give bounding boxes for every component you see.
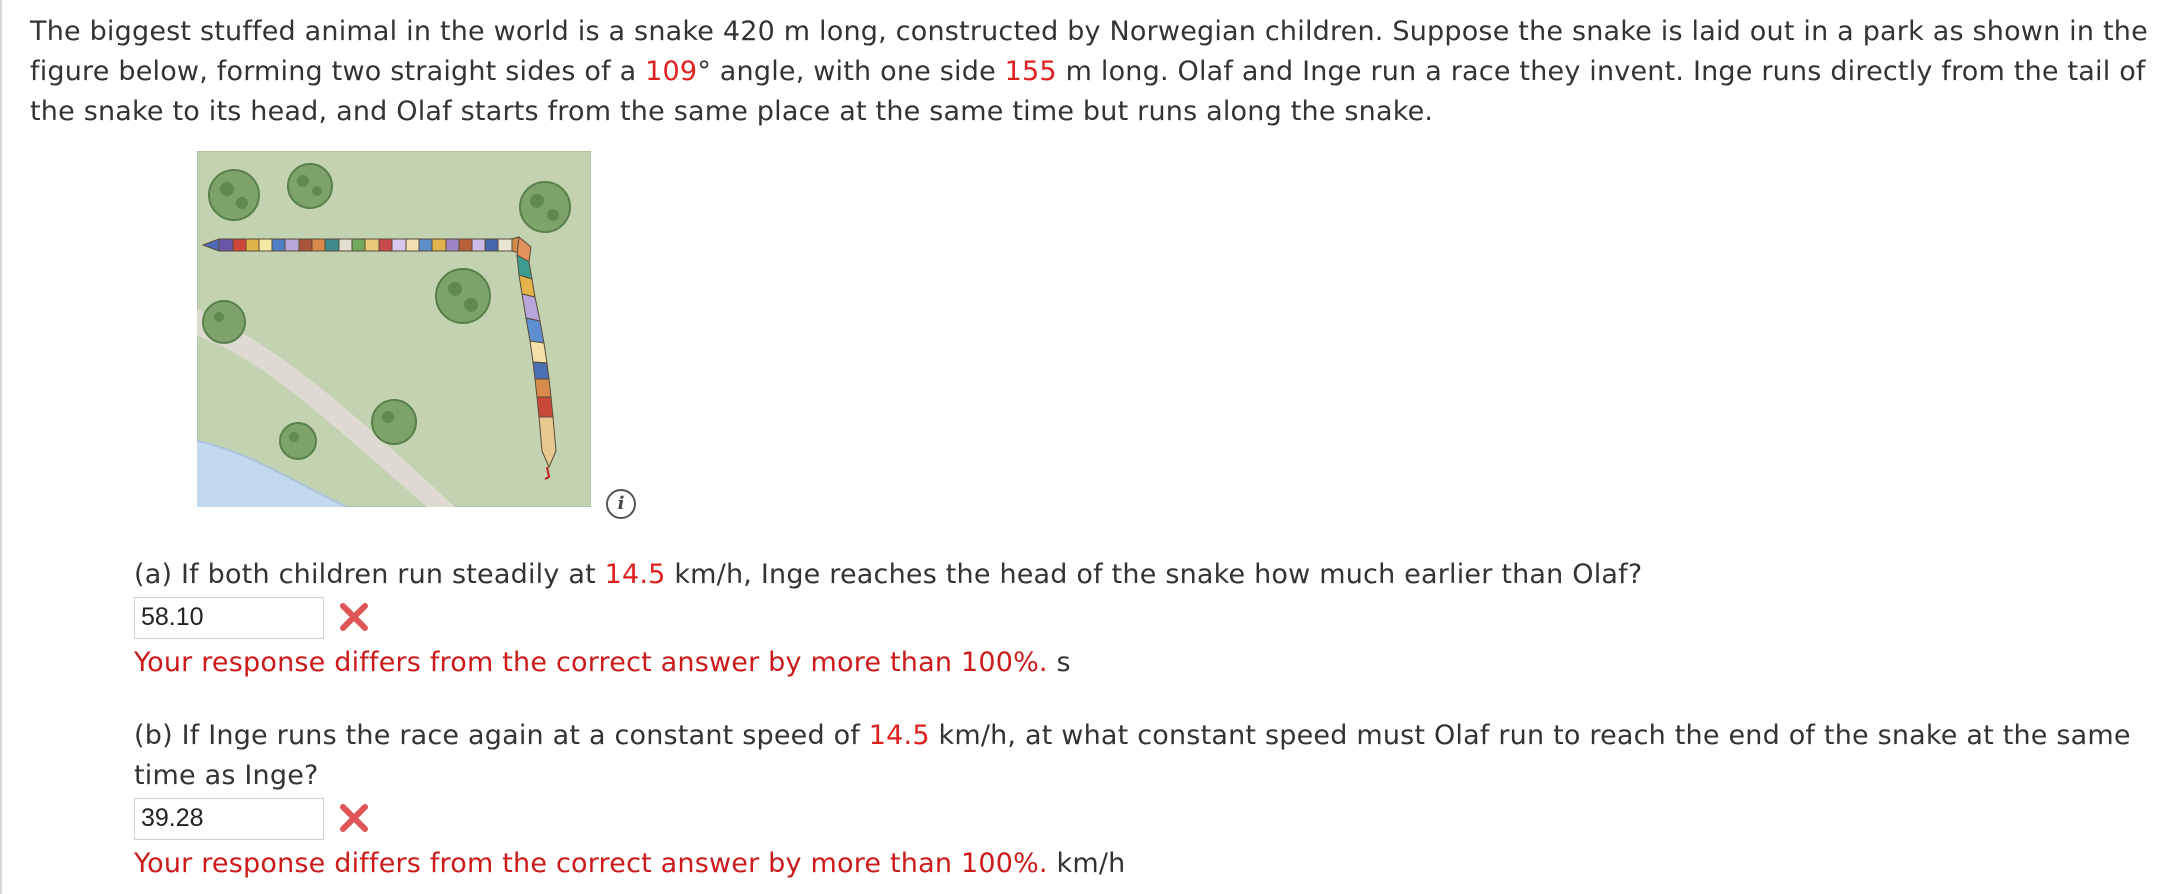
side-length-value: 155 <box>1004 56 1057 87</box>
incorrect-x-icon <box>338 802 370 834</box>
part-b-feedback: Your response differs from the correct answer by more than 100%. km/h <box>134 848 1126 879</box>
snake-park-figure <box>197 151 591 507</box>
part-b-unit: km/h <box>1047 848 1126 879</box>
part-a <box>134 555 2154 683</box>
part-b-answer-input[interactable]: 39.28 <box>134 798 324 840</box>
part-a-feedback: Your response differs from the correct answer by more than 100%. s <box>134 647 1071 678</box>
angle-value: 109 <box>645 56 698 87</box>
figure-info-icon[interactable]: i <box>606 489 636 519</box>
part-b <box>134 716 2154 884</box>
part-a-unit: s <box>1047 647 1071 678</box>
part-b-question: (b) If Inge runs the race again at a constant speed of 14.5 km/h, at what constant speed must Olaf run to reach the end of the snake at the same time as Inge? <box>134 720 2131 791</box>
part-a-speed: 14.5 <box>604 559 666 590</box>
problem-statement: The biggest stuffed animal in the world is a snake 420 m long, constructed by Norwegian children. Suppose the snake is laid out in a park as shown in the figure below, forming two straight sides of a 109° angle, with one side 155 m long. Olaf and Inge run a race they invent. Inge runs directly from the tail of the snake to its head, and Olaf starts from the same place at the same time but runs along the snake. <box>30 16 2148 127</box>
part-a-answer-input[interactable]: 58.10 <box>134 597 324 639</box>
incorrect-x-icon <box>338 601 370 633</box>
part-b-speed: 14.5 <box>868 720 930 751</box>
part-a-question: (a) If both children run steadily at 14.5 km/h, Inge reaches the head of the snake how much earlier than Olaf? <box>134 559 1643 590</box>
